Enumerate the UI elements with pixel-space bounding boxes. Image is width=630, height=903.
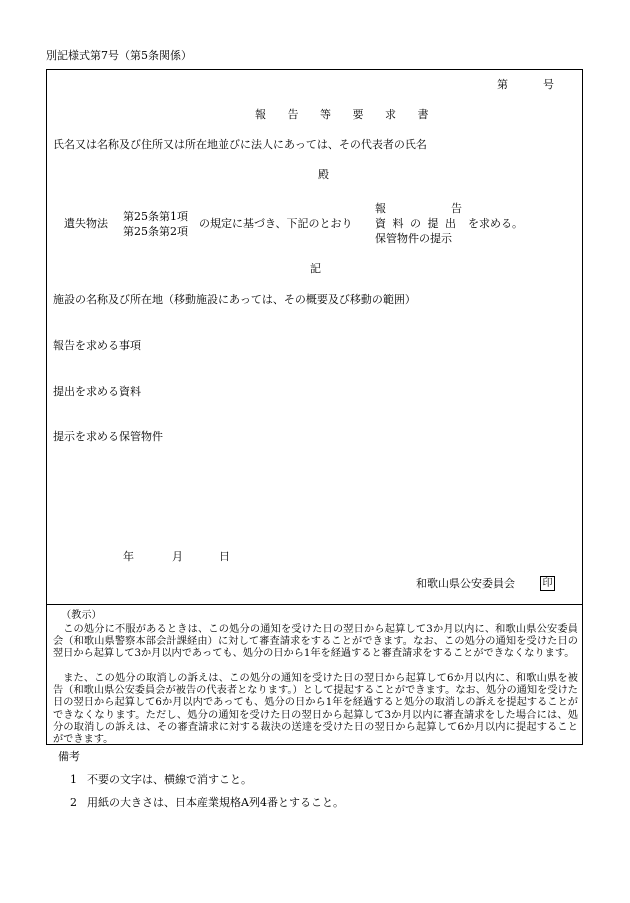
seal-mark: 印 xyxy=(540,576,555,591)
date-year: 年 xyxy=(123,550,134,563)
clause-1: 第25条第1項 xyxy=(123,210,188,223)
issuer-name: 和歌山県公安委員会 xyxy=(416,577,515,590)
request-ending: を求める。 xyxy=(468,217,523,230)
instruction-divider xyxy=(47,604,582,605)
instruction-paragraph-1: この処分に不服があるときは、この処分の通知を受けた日の翌日から起算して3か月以内に、和歌山県公安委員会（和歌山県警察本部会計課経由）に対して審査請求をすることができます。なお、この処分の通知を受けた日の翌日から起算して3か月以内であっても、処分の日から1年を経過すると審査請求をすることができなくなります。 xyxy=(53,624,578,660)
date-month: 月 xyxy=(172,550,183,563)
document-title: 報 告 等 要 求 書 xyxy=(255,108,438,121)
remarks-note-2-text: 用紙の大きさは、日本産業規格A列4番とすること。 xyxy=(87,796,344,809)
law-name: 遺失物法 xyxy=(64,217,108,230)
item-materials: 提出を求める資料 xyxy=(53,385,141,398)
instruction-heading: （教示） xyxy=(61,610,102,621)
remarks-heading: 備考 xyxy=(58,750,80,763)
addressee-suffix: 殿 xyxy=(318,168,329,181)
item-report: 報告を求める事項 xyxy=(53,339,141,352)
notes-heading: 記 xyxy=(310,262,321,275)
applicant-line: 氏名又は名称及び住所又は所在地並びに法人にあっては、その代表者の氏名 xyxy=(53,138,427,151)
number-suffix: 号 xyxy=(543,78,554,91)
remarks-note-1-text: 不要の文字は、横線で消すこと。 xyxy=(87,773,252,786)
clause-2: 第25条第2項 xyxy=(123,225,188,238)
basis-text: の規定に基づき、下記のとおり xyxy=(199,217,353,230)
request-option-1-right: 告 xyxy=(451,202,462,215)
request-option-2: 資 料 の 提 出 xyxy=(375,217,458,230)
request-option-3: 保管物件の提示 xyxy=(375,232,452,245)
request-option-1-left: 報 xyxy=(375,202,386,215)
item-facility: 施設の名称及び所在地（移動施設にあっては、その概要及び移動の範囲） xyxy=(53,293,416,306)
remarks-note-1-number: 1 xyxy=(70,773,77,786)
instruction-paragraph-2: また、この処分の取消しの訴えは、この処分の通知を受けた日の翌日から起算して6か月以内に、和歌山県を被告（和歌山県公安委員会が被告の代表者となります。）として提起することができます。なお、処分の通知を受けた日の翌日から起算して6か月以内であっても、処分の日から1年を経過すると処分の取消しの訴えを提起することができなくなります。ただし、処分の通知を受けた日の翌日から起算して3か月以内に審査請求をした場合には、処分の取消しの訴えは、その審査請求に対する裁決の送達を受けた日の翌日から起算して6か月以内に提起することができます。 xyxy=(53,673,578,746)
form-box xyxy=(46,69,583,745)
form-label: 別記様式第7号（第5条関係） xyxy=(46,49,192,62)
remarks-note-2-number: 2 xyxy=(70,796,77,809)
item-articles: 提示を求める保管物件 xyxy=(53,430,163,443)
date-day: 日 xyxy=(219,550,230,563)
number-prefix: 第 xyxy=(497,78,508,91)
